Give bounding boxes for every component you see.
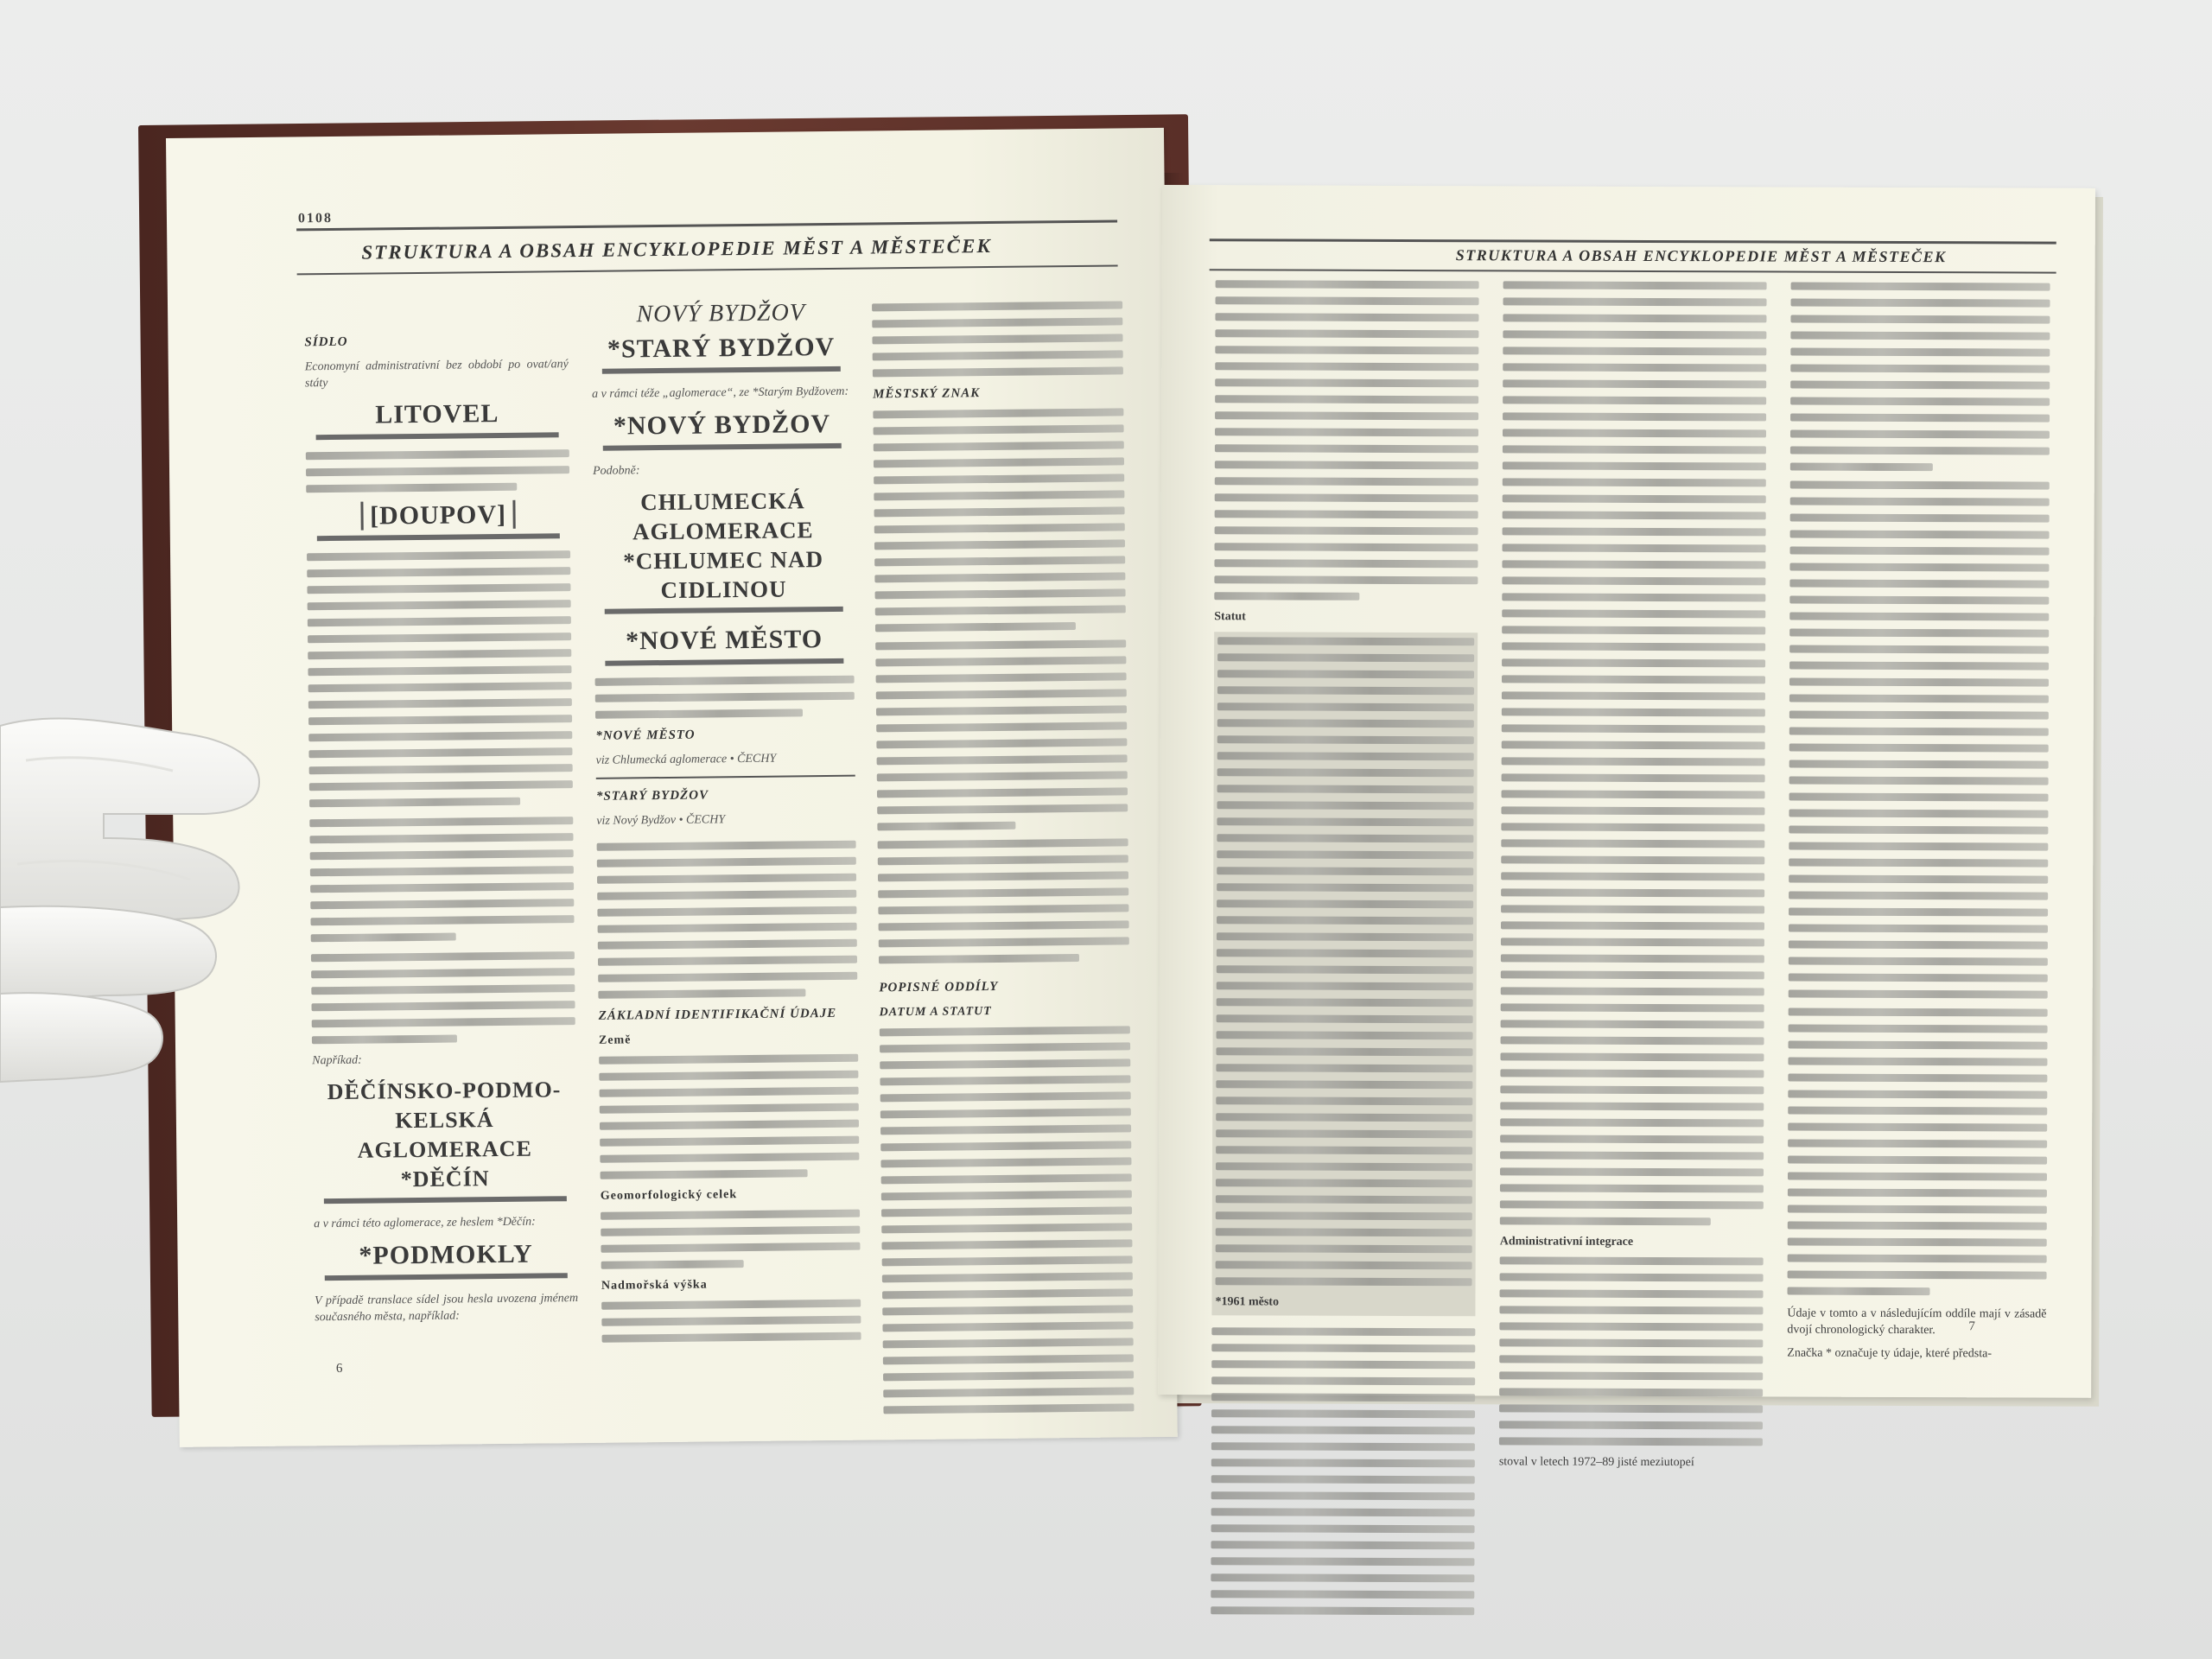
entry-underline — [603, 443, 842, 451]
divider — [596, 775, 855, 779]
entry-chlumecka: CHLUMECKÁ AGLOMERACE *CHLUMEC NAD CIDLINOU — [623, 487, 824, 604]
heading-geomorf: Geomorfologický celek — [600, 1188, 738, 1203]
entry-nove-mesto: *NOVÉ MĚSTO — [625, 625, 823, 656]
closing-text-2: Značka * označuje ty údaje, které předsta- — [1787, 1346, 1993, 1361]
heading-nadmorska: Nadmořská výška — [601, 1278, 708, 1293]
text-block — [1211, 1327, 1475, 1615]
text-block — [1788, 1008, 2048, 1296]
text-block — [878, 838, 1129, 963]
header-rule-bottom — [1210, 269, 2056, 273]
text-block — [601, 1300, 861, 1343]
entry-novy-bydzov: NOVÝ BYDŽOV — [636, 299, 806, 328]
right-column-1 — [1211, 280, 1478, 1624]
intro-text: Economyní administrativní bez období po ovat/aný státy — [304, 358, 569, 391]
left-column-2 — [591, 297, 861, 1351]
header-rule-top — [1210, 238, 2056, 244]
heading-mestsky-znak: MĚSTSKÝ ZNAK — [873, 386, 981, 402]
statut-label: Statut — [1214, 610, 1246, 624]
see-novy-bydzov: viz Nový Bydžov • ČECHY — [596, 813, 726, 828]
entry-doupov: [DOUPOV] — [306, 499, 569, 532]
page-number-left: 6 — [335, 1361, 343, 1376]
entry-podmokly: *PODMOKLY — [359, 1239, 533, 1270]
statut-fragment: *1961 město — [1215, 1295, 1280, 1309]
text-block — [311, 951, 575, 1044]
text-block — [872, 301, 1123, 377]
text-block — [601, 1210, 861, 1269]
running-title-left: STRUKTURA A OBSAH ENCYKLOPEDIE MĚST A MĚSTEČEK — [361, 234, 992, 264]
entry-underline — [605, 607, 843, 614]
text-block — [1214, 280, 1478, 601]
right-page — [1158, 185, 2095, 1470]
text-block — [1500, 281, 1767, 1225]
entry-underline — [324, 1196, 567, 1204]
left-page — [166, 128, 1178, 1447]
text-block — [599, 1054, 859, 1179]
heading-zeme: Země — [598, 1033, 632, 1047]
entry-underline — [602, 366, 841, 374]
statut-text-block — [1211, 632, 1478, 1316]
header-rule-top — [296, 219, 1117, 231]
right-column-2 — [1499, 281, 1767, 1478]
bydzov-note: a v rámci téže „aglomerace“, ze *Starým Bydžovem: — [592, 385, 849, 401]
entry-underline — [325, 1273, 568, 1281]
text-block — [875, 639, 1128, 830]
see-chlumecka: viz Chlumecká aglomerace • ČECHY — [595, 752, 777, 767]
closing-text: V případě translace sídel jsou hesla uvozena jménem současného města, například: — [315, 1292, 579, 1325]
admin-label: Administrativní integrace — [1499, 1235, 1634, 1249]
corner-mark: 0108 — [297, 210, 334, 226]
text-block — [306, 449, 569, 493]
admin-fragment: stoval v letech 1972–89 jisté meziutopeí — [1498, 1455, 1694, 1470]
heading-stary-bydzov: *STARÝ BYDŽOV — [595, 788, 709, 804]
right-column-3 — [1787, 283, 2050, 1370]
text-block — [1790, 283, 2050, 472]
entry-underline — [605, 658, 843, 666]
entry-underline — [316, 432, 559, 440]
text-block — [873, 408, 1126, 632]
glove-icon — [0, 709, 294, 1123]
left-column-1 — [304, 322, 578, 1332]
decin-note: a v rámci této aglomerace, ze heslem *Děčín: — [314, 1215, 536, 1231]
entry-underline — [317, 533, 560, 541]
entry-litovel: LITOVEL — [375, 398, 499, 429]
header-rule-bottom — [297, 264, 1118, 275]
text-block — [307, 550, 573, 807]
closing-text-1: Údaje v tomto a v následujícím oddíle mají v zásadě dvojí chronologický charakter. — [1787, 1306, 2047, 1338]
text-block — [880, 1026, 1135, 1414]
entry-decinsko: DĚČÍNSKO-PODMO-KELSKÁ AGLOMERACE *DĚČÍN — [327, 1077, 562, 1192]
podobne-label: Podobně: — [592, 464, 640, 478]
entry-novy-bydzov-2: *NOVÝ BYDŽOV — [613, 409, 831, 441]
left-column-3 — [872, 301, 1135, 1422]
page-number-right: 7 — [1968, 1319, 1975, 1334]
text-block — [309, 817, 574, 942]
text-block — [1499, 1256, 1764, 1446]
heading-datum: DATUM A STATUT — [879, 1005, 992, 1020]
heading-nove-mesto: *NOVÉ MĚSTO — [595, 728, 696, 743]
text-block — [1789, 481, 2050, 999]
nadpis-label: Napříkad: — [312, 1053, 362, 1068]
text-block — [597, 841, 858, 999]
heading-sidlo: SÍDLO — [304, 334, 348, 350]
heading-zakladni: ZÁKLADNÍ IDENTIFIKAČNÍ ÚDAJE — [598, 1006, 837, 1023]
entry-stary-bydzov: *STARÝ BYDŽOV — [607, 332, 836, 364]
running-title-right: STRUKTURA A OBSAH ENCYKLOPEDIE MĚST A MĚSTEČEK — [1455, 246, 1947, 266]
heading-popisne: POPISNÉ ODDÍLY — [879, 979, 999, 995]
text-block — [595, 676, 855, 719]
